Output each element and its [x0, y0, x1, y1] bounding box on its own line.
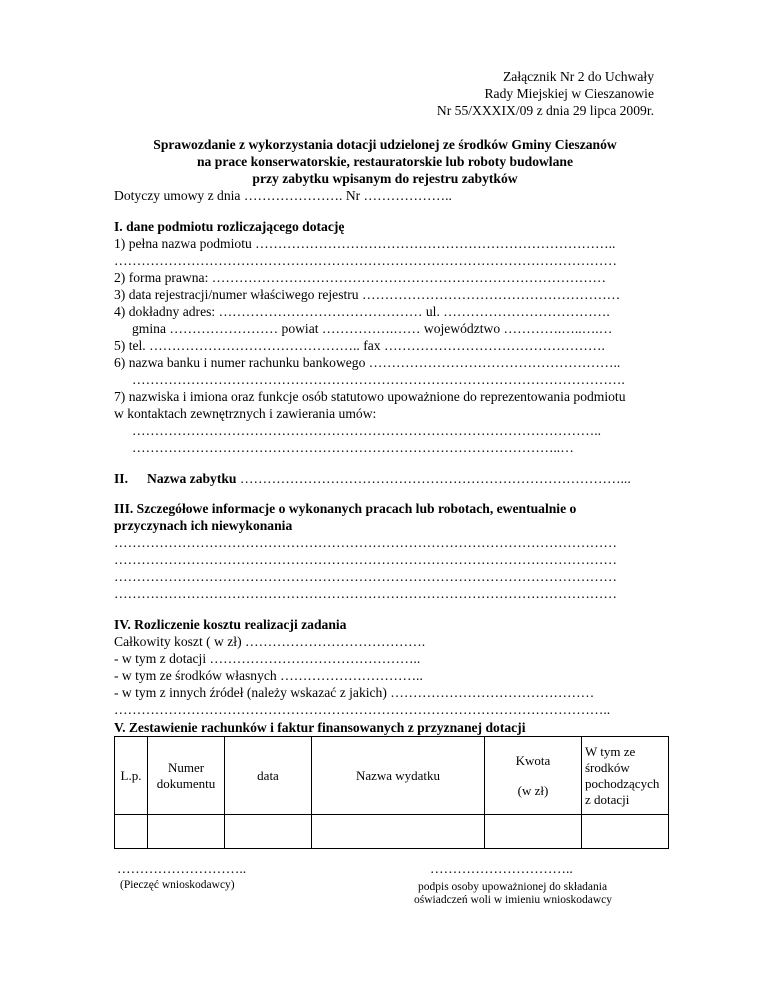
col-w-tym	[582, 737, 669, 815]
section-3-line: …………………………………………………………………………………………………	[114, 586, 617, 601]
section-3-line: …………………………………………………………………………………………………	[114, 569, 617, 584]
section-3-heading-b: przyczynach ich niewykonania	[114, 518, 293, 533]
expenses-table	[114, 736, 669, 849]
col-lp: L.p.	[115, 737, 148, 815]
field-bank-cont: ……………………………………………………………………………………………….	[132, 372, 625, 387]
field-osoby-line-1: …………………………………………………………………………………………..	[132, 423, 601, 438]
section-3-line: …………………………………………………………………………………………………	[114, 552, 617, 567]
table-cell	[312, 815, 485, 849]
signature-label-line-2: oświadczeń woli w imieniu wnioskodawcy	[414, 894, 613, 906]
field-gmina-powiat: gmina …………………… powiat …………….…… województwo ………….…..….…	[132, 321, 613, 336]
signature-label-line-1: podpis osoby upoważnionej do składania	[418, 881, 608, 893]
col-w-tym-line-3: pochodzących	[585, 775, 660, 791]
header-line-1: Załącznik Nr 2 do Uchwały	[503, 69, 654, 84]
field-bank: 6) nazwa banku i numer rachunku bankowego ………………………………………………..	[114, 355, 621, 370]
title-line-1: Sprawozdanie z wykorzystania dotacji udzielonej ze środków Gminy Cieszanów	[153, 137, 617, 152]
table-header-row	[115, 737, 669, 815]
koszt-inne: - w tym z innych źródeł (należy wskazać z jakich) ………………………………………	[114, 685, 595, 700]
section-2-line	[147, 470, 631, 487]
field-data-rejestracji: 3) data rejestracji/numer właściwego rejestru …………………………………………………	[114, 287, 621, 302]
field-nazwa-podmiotu-cont: …………………………………………………………………………………………………	[114, 253, 617, 268]
field-tel-fax: 5) tel. ……………………………………….. fax ………………………………………….	[114, 338, 605, 353]
col-kwota-line-1: Kwota	[515, 752, 551, 768]
field-adres: 4) dokładny adres: ……………………………………… ul. ……………………………….	[114, 304, 610, 319]
title-line-3: przy zabytku wpisanym do rejestru zabytków	[252, 171, 518, 186]
col-nazwa: Nazwa wydatku	[312, 737, 485, 815]
col-w-tym-line-1: W tym ze	[585, 743, 636, 759]
col-numer-line-2: dokumentu	[156, 775, 216, 791]
section-3-heading-a: III. Szczegółowe informacje o wykonanych pracach lub robotach, ewentualnie o	[114, 501, 577, 516]
section-2-number: II.	[114, 471, 128, 486]
col-kwota-line-2: (w zł)	[517, 782, 549, 798]
section-3-line: …………………………………………………………………………………………………	[114, 535, 617, 550]
koszt-inne-cont: ………………………………………………………………………………………………..	[114, 702, 611, 717]
field-osoby-line-2: …………………………………………………………………………………..…	[132, 440, 574, 455]
table-row	[115, 815, 669, 849]
header-line-3: Nr 55/XXXIX/09 z dnia 29 lipca 2009r.	[436, 103, 654, 118]
title-line-2: na prace konserwatorskie, restauratorskie lub roboty budowlane	[197, 154, 573, 169]
koszt-wlasne: - w tym ze środków własnych …………………………..	[114, 668, 423, 683]
stamp-dots: ………………………..	[117, 861, 247, 876]
section-2-dots: …………………………………………………………………………...	[239, 471, 631, 486]
section-2-label: Nazwa zabytku	[147, 471, 237, 486]
field-osoby-label: 7) nazwiska i imiona oraz funkcje osób statutowo upoważnione do reprezentowania podmiotu	[114, 389, 626, 404]
table-cell	[485, 815, 582, 849]
umowa-line: Dotyczy umowy z dnia …………………. Nr ………………..	[114, 188, 452, 203]
col-w-tym-line-2: środków	[585, 759, 630, 775]
header-line-2: Rady Miejskiej w Cieszanowie	[484, 86, 654, 101]
koszt-calkowity: Całkowity koszt ( w zł) ………………………………….	[114, 634, 426, 649]
table-cell	[225, 815, 312, 849]
col-w-tym-line-4: z dotacji	[585, 791, 630, 807]
section-1-heading: I. dane podmiotu rozliczającego dotację	[114, 219, 345, 234]
field-osoby-label-cont: w kontaktach zewnętrznych i zawierania umów:	[114, 406, 377, 421]
section-4-heading: IV. Rozliczenie kosztu realizacji zadania	[114, 617, 347, 632]
table-cell	[115, 815, 148, 849]
stamp-label: (Pieczęć wnioskodawcy)	[120, 879, 235, 891]
signature-dots: …………………………..	[430, 861, 573, 876]
col-numer-line-1: Numer	[167, 759, 205, 775]
table-cell	[582, 815, 669, 849]
section-5-heading: V. Zestawienie rachunków i faktur finansowanych z przyznanej dotacji	[114, 720, 526, 735]
field-nazwa-podmiotu: 1) pełna nazwa podmiotu ……………………………………………………………………..	[114, 236, 616, 251]
table-cell	[148, 815, 225, 849]
col-numer	[148, 737, 225, 815]
field-forma-prawna: 2) forma prawna: ……………………………………………………………………………	[114, 270, 606, 285]
koszt-dotacja: - w tym z dotacji ………………………………………..	[114, 651, 421, 666]
col-data: data	[225, 737, 312, 815]
col-kwota	[485, 737, 582, 815]
